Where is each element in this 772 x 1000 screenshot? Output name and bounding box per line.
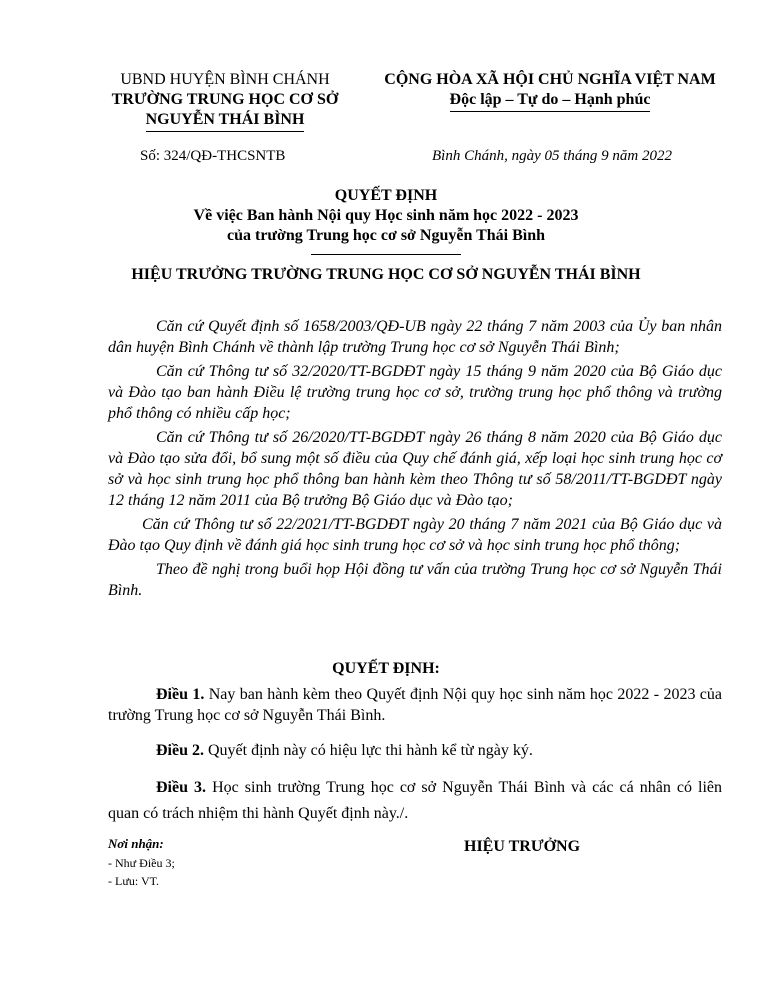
title-line-1: QUYẾT ĐỊNH bbox=[334, 187, 438, 204]
article-1 bbox=[108, 684, 722, 726]
article-label: Điều 1. bbox=[156, 686, 205, 703]
article-label: Điều 3. bbox=[156, 779, 207, 796]
basis-paragraph: Căn cứ Thông tư số 22/2021/TT-BGDĐT ngày 20 tháng 7 năm 2021 của Bộ Giáo dục và Đào tạo Quy định về đánh giá học sinh trung học cơ sở và học sinh trung học phổ thông; bbox=[108, 516, 722, 554]
basis-paragraph: Căn cứ Thông tư số 32/2020/TT-BGDĐT ngày 15 tháng 9 năm 2020 của Bộ Giáo dục và Đào tạo ban hành Điều lệ trường trung học cơ sở, trường trung học phổ thông và trường phổ thông có nhiều cấp học; bbox=[108, 363, 722, 422]
document-number: Số: 324/QĐ-THCSNTB bbox=[140, 148, 286, 164]
article-text: Quyết định này có hiệu lực thi hành kể từ ngày ký. bbox=[204, 742, 533, 759]
title-line-2: Về việc Ban hành Nội quy Học sinh năm học 2022 - 2023 bbox=[193, 207, 579, 224]
title-underline bbox=[311, 254, 461, 255]
recipient-item: - Như Điều 3; bbox=[108, 856, 175, 870]
issuing-authority bbox=[90, 70, 360, 132]
articles bbox=[108, 684, 722, 827]
national-header bbox=[360, 70, 740, 112]
basis-paragraph: Theo đề nghị trong buổi họp Hội đồng tư vấn của trường Trung học cơ sở Nguyễn Thái Bình. bbox=[108, 561, 722, 599]
country-name: CỘNG HÒA XÃ HỘI CHỦ NGHĨA VIỆT NAM bbox=[384, 71, 716, 88]
national-motto: Độc lập – Tự do – Hạnh phúc bbox=[450, 90, 651, 112]
recipient-item: - Lưu: VT. bbox=[108, 874, 160, 888]
principal-title: HIỆU TRƯỞNG TRƯỜNG TRUNG HỌC CƠ SỞ NGUYỄN THÁI BÌNH bbox=[131, 266, 641, 283]
article-3 bbox=[108, 775, 722, 827]
legal-bases bbox=[108, 316, 722, 604]
article-text: Học sinh trường Trung học cơ sở Nguyễn Thái Bình và các cá nhân có liên quan có trách nhiệm thi hành Quyết định này./. bbox=[108, 779, 723, 822]
article-2 bbox=[108, 740, 722, 761]
basis-paragraph: Căn cứ Quyết định số 1658/2003/QĐ-UB ngày 22 tháng 7 năm 2003 của Ủy ban nhân dân huyện Bình Chánh về thành lập trường Trung học cơ sở Nguyễn Thái Bình; bbox=[108, 318, 722, 356]
document-title bbox=[0, 186, 772, 246]
basis-paragraph: Căn cứ Thông tư số 26/2020/TT-BGDĐT ngày 26 tháng 8 năm 2020 của Bộ Giáo dục và Đào tạo sửa đổi, bổ sung một số điều của Quy chế đánh giá, xếp loại học sinh trung học cơ sở và học sinh trung học phổ thông ban hành kèm theo Thông tư số 58/2011/TT-BGDĐT ngày 12 tháng 12 năm 2011 của Bộ trưởng Bộ Giáo dục và Đào tạo; bbox=[108, 429, 722, 509]
title-line-3: của trường Trung học cơ sở Nguyễn Thái Bình bbox=[226, 227, 546, 244]
article-label: Điều 2. bbox=[156, 742, 204, 759]
school-line: TRƯỜNG TRUNG HỌC CƠ SỞ bbox=[111, 91, 339, 108]
place-date: Bình Chánh, ngày 05 tháng 9 năm 2022 bbox=[432, 148, 672, 164]
school-name: NGUYỄN THÁI BÌNH bbox=[146, 110, 305, 132]
decide-heading: QUYẾT ĐỊNH: bbox=[332, 660, 440, 677]
article-text: Nay ban hành kèm theo Quyết định Nội quy học sinh năm học 2022 - 2023 của trường Trung học cơ sở Nguyễn Thái Bình. bbox=[108, 686, 723, 724]
signer-title: HIỆU TRƯỞNG bbox=[464, 838, 581, 855]
district-committee: UBND HUYỆN BÌNH CHÁNH bbox=[120, 71, 330, 88]
recipients-title: Nơi nhận: bbox=[108, 836, 164, 851]
